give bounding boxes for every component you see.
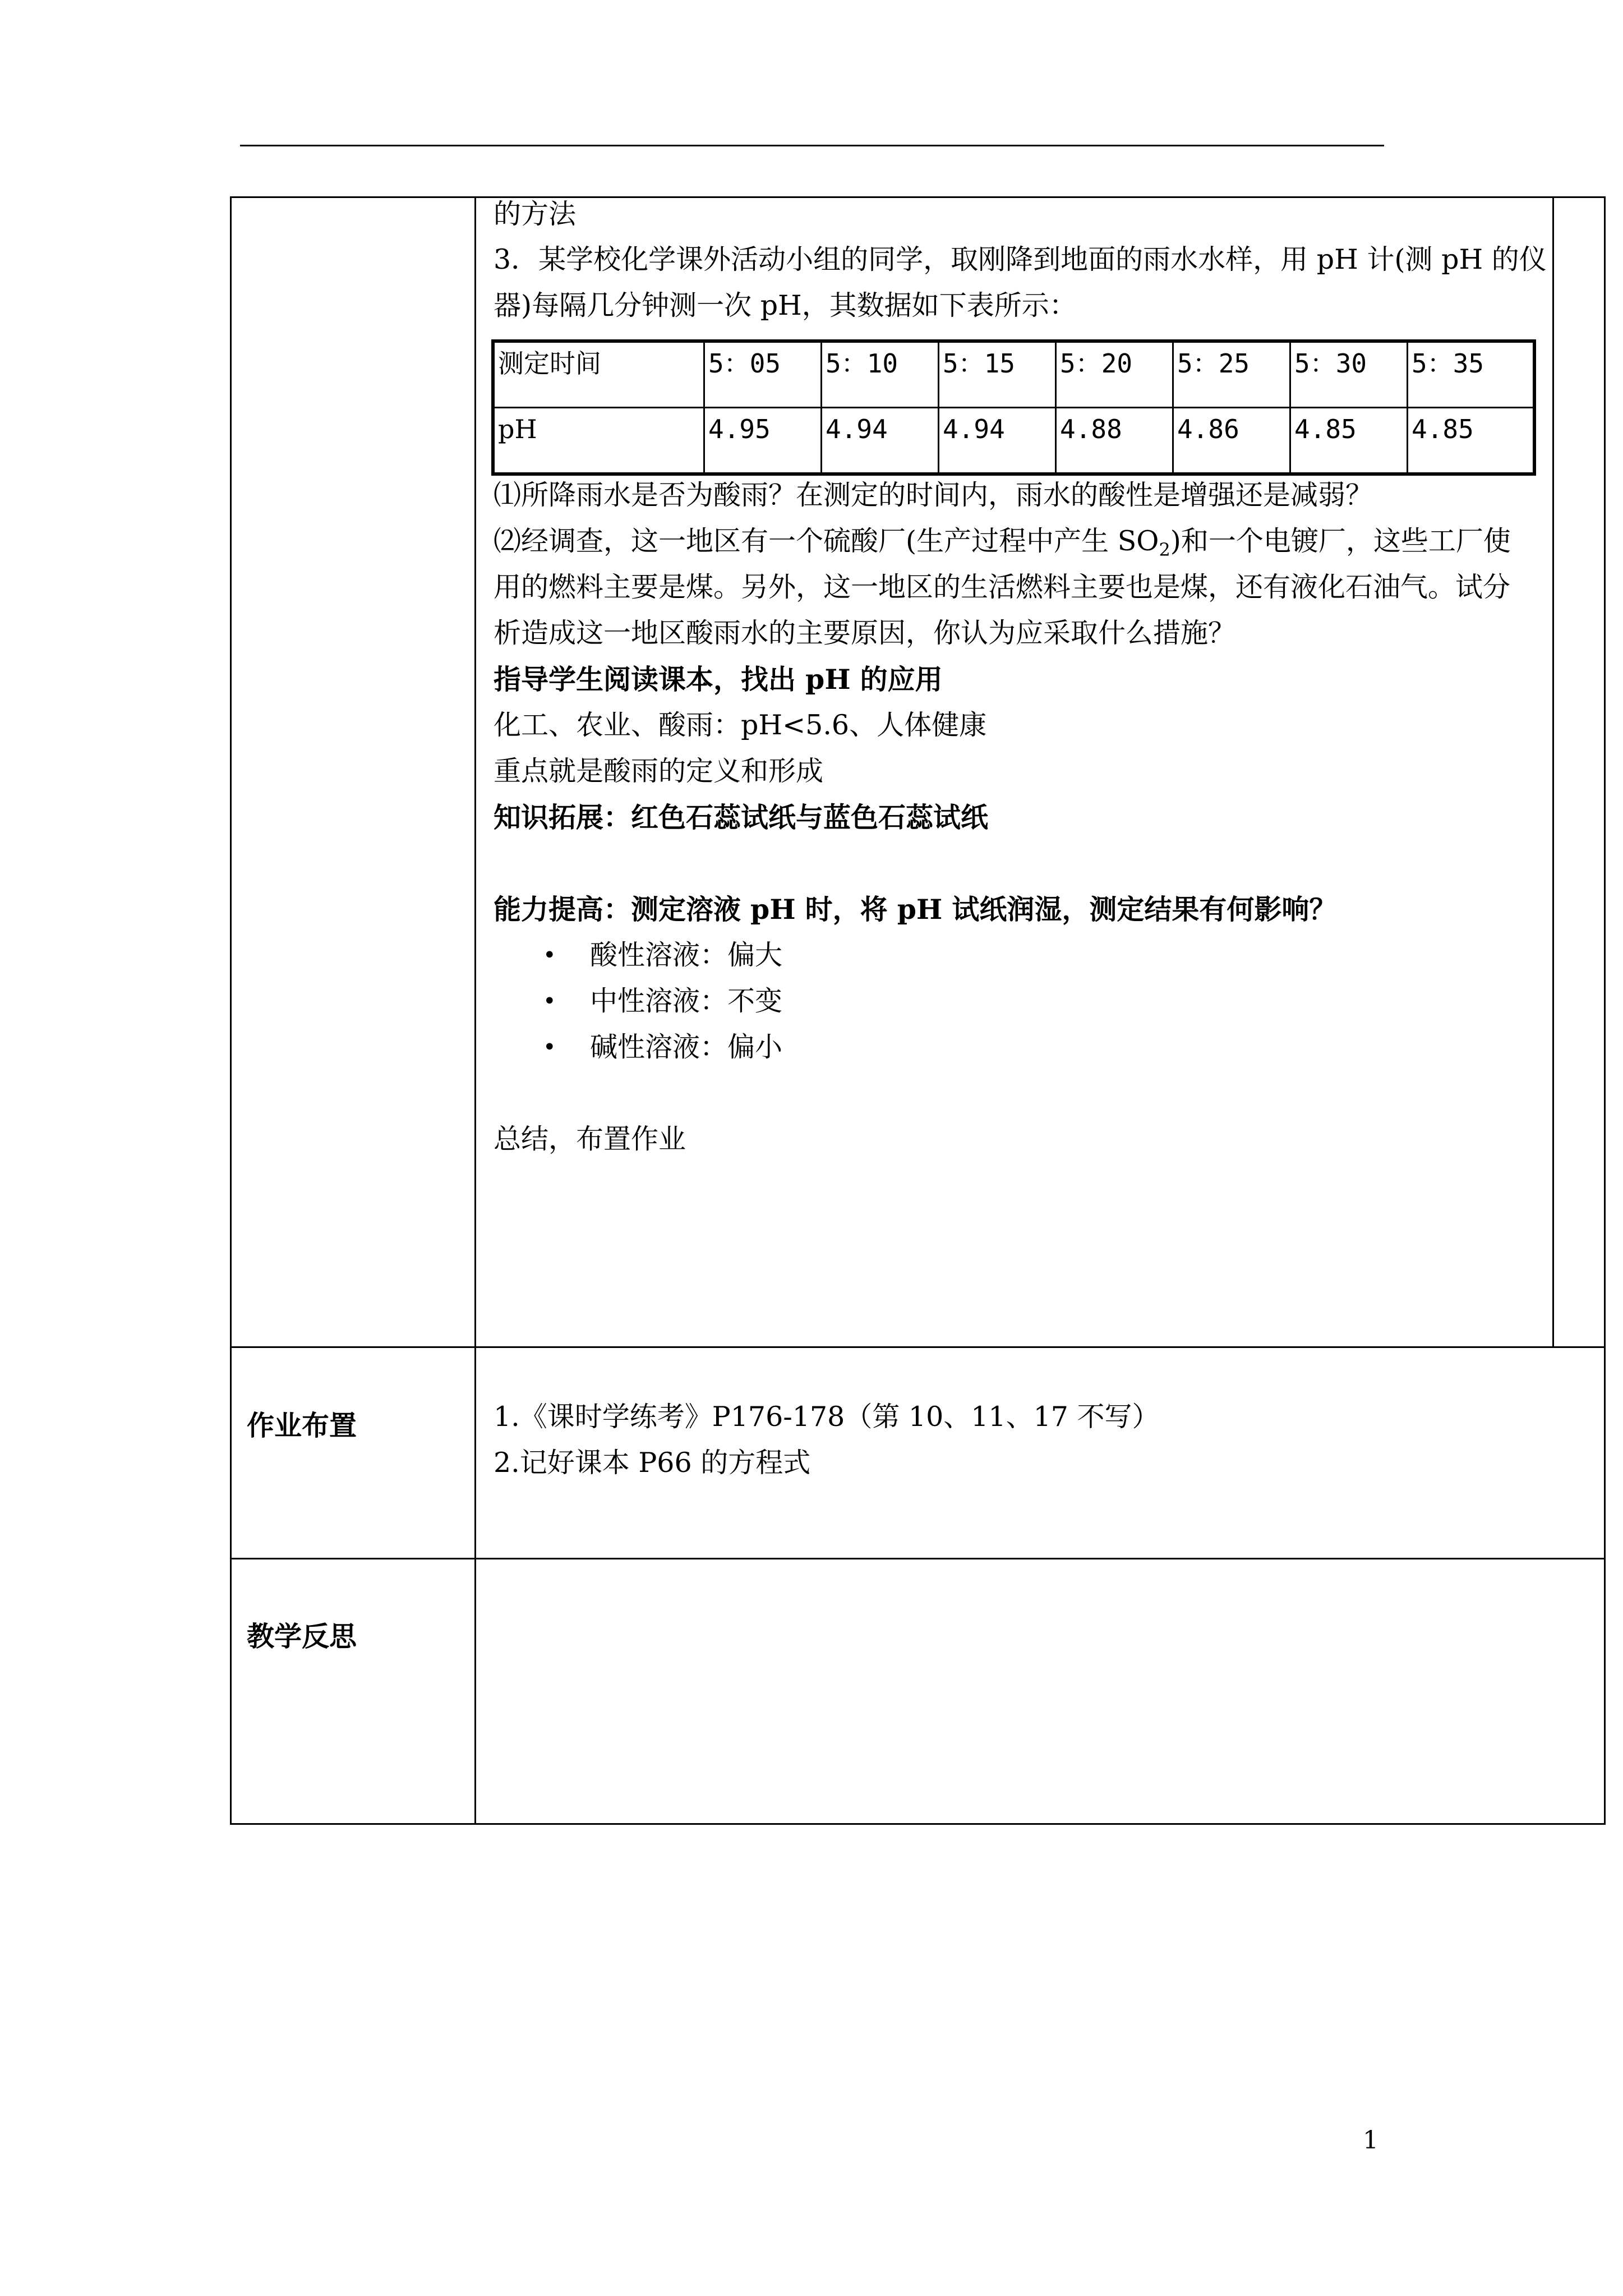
subscript-2: 2: [1159, 539, 1170, 560]
table-row-divider-2: [230, 1558, 1606, 1559]
table-row: [493, 408, 1534, 475]
extension-title: 知识拓展：红色石蕊试纸与蓝色石蕊试纸: [494, 801, 989, 834]
table-cell: 4.94: [822, 408, 939, 475]
list-item-text: 中性溶液：不变: [590, 985, 783, 1017]
key-point-text: 重点就是酸雨的定义和形成: [494, 755, 824, 787]
table-cell: 4.85: [1290, 408, 1408, 475]
table-cell: 5：35: [1408, 341, 1535, 408]
homework-item-2: 2.记好课本 P66 的方程式: [494, 1447, 811, 1479]
text-method: 的方法: [494, 198, 577, 230]
table-row-divider-1: [230, 1346, 1606, 1348]
table-cell: 5：05: [704, 341, 822, 408]
page-number: 1: [1363, 2126, 1378, 2155]
question-2-line-2: 用的燃料主要是煤。另外，这一地区的生活燃料主要也是煤，还有液化石油气。试分: [494, 571, 1511, 603]
applications-text: 化工、农业、酸雨：pH<5.6、人体健康: [494, 709, 987, 741]
question-2-text-a: ⑵经调查，这一地区有一个硫酸厂(生产过程中产生 SO: [494, 525, 1159, 557]
table-cell: 4.95: [704, 408, 822, 475]
summary-text: 总结，布置作业: [494, 1123, 686, 1155]
list-item: [494, 978, 1548, 1024]
blank-line: [494, 840, 1548, 886]
question-3-line-1: 3．某学校化学课外活动小组的同学，取刚降到地面的雨水水样，用 pH 计(测 pH 的仪: [494, 243, 1547, 275]
reflection-label: 教学反思: [247, 1620, 357, 1653]
table-cell: 5：25: [1173, 341, 1290, 408]
table-cell: 5：20: [1056, 341, 1173, 408]
guide-title: 指导学生阅读课本，找出 pH 的应用: [494, 663, 943, 696]
table-cell: 5：30: [1290, 341, 1408, 408]
header-rule: [240, 145, 1384, 146]
table-cell: 5：15: [939, 341, 1056, 408]
list-item: [494, 932, 1548, 978]
table-cell: 5：10: [822, 341, 939, 408]
table-cell: 测定时间: [493, 341, 704, 408]
bullet-icon: •: [543, 942, 556, 968]
table-cell: 4.94: [939, 408, 1056, 475]
ph-data-table: [491, 339, 1536, 476]
table-border-left: [230, 196, 232, 1825]
homework-label: 作业布置: [247, 1409, 357, 1442]
homework-item-1: 1.《课时学练考》P176-178（第 10、11、17 不写）: [494, 1401, 1160, 1433]
bullet-icon: •: [543, 1034, 556, 1060]
bullet-icon: •: [543, 988, 556, 1014]
table-cell: pH: [493, 408, 704, 475]
blank-line: [494, 1070, 1548, 1116]
bullet-list: [494, 932, 1548, 1070]
table-border-bottom: [230, 1823, 1606, 1825]
table-cell: 4.88: [1056, 408, 1173, 475]
list-item-text: 碱性溶液：偏小: [590, 1031, 783, 1063]
lesson-content: [494, 197, 1548, 329]
table-border-right: [1604, 196, 1606, 1825]
table-divider-column: [474, 196, 476, 1825]
ability-title: 能力提高：测定溶液 pH 时，将 pH 试纸润湿，测定结果有何影响？: [494, 893, 1337, 926]
question-1: ⑴所降雨水是否为酸雨？在测定的时间内，雨水的酸性是增强还是减弱？: [494, 479, 1373, 511]
list-item: [494, 1024, 1548, 1070]
table-border-right-inner: [1552, 196, 1554, 1346]
table-cell: 4.85: [1408, 408, 1535, 475]
table-row: [493, 341, 1534, 408]
homework-content: [494, 1394, 1160, 1486]
question-2-line-3: 析造成这一地区酸雨水的主要原因，你认为应采取什么措施？: [494, 617, 1236, 649]
question-2-text-b: )和一个电镀厂，这些工厂使: [1170, 525, 1511, 557]
question-2-line-1: [494, 518, 1548, 564]
question-3-line-2: 器)每隔几分钟测一次 pH，其数据如下表所示：: [494, 289, 1077, 321]
lesson-content-continued: [494, 472, 1548, 1162]
list-item-text: 酸性溶液：偏大: [590, 939, 783, 971]
table-cell: 4.86: [1173, 408, 1290, 475]
